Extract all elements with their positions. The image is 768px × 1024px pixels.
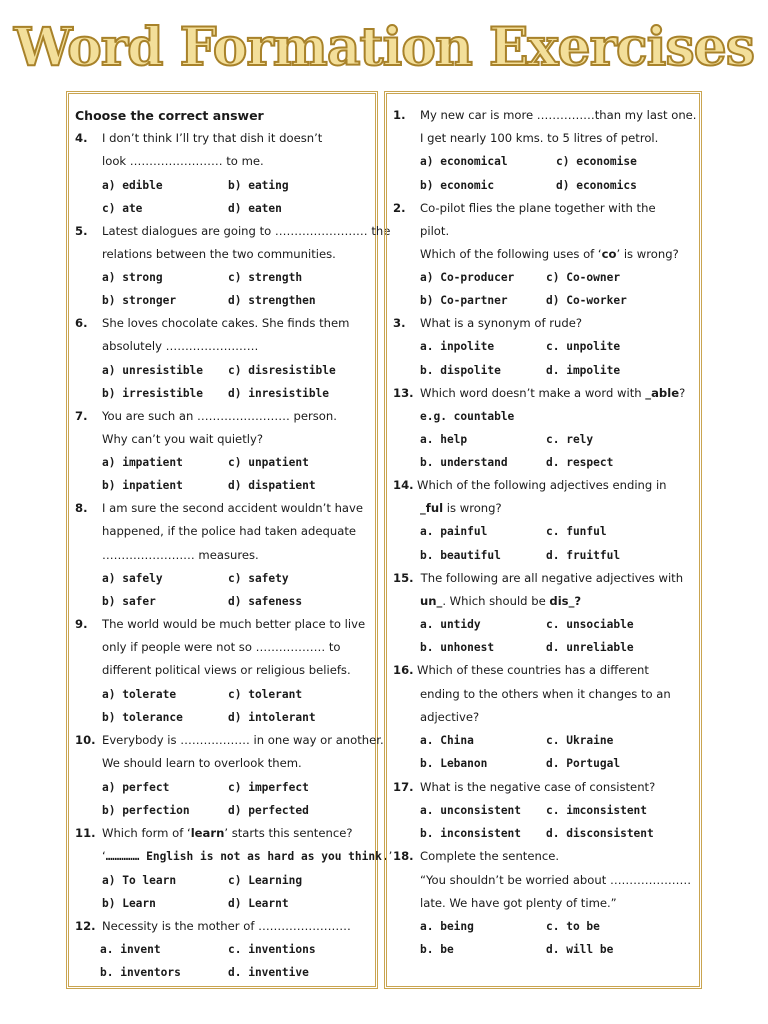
question-text: Latest dialogues are going to …………………… the xyxy=(102,224,391,238)
option-d[interactable]: d) dispatient xyxy=(228,479,316,492)
option-c[interactable]: c) strength xyxy=(228,271,303,284)
option-d[interactable]: d) Co-worker xyxy=(546,294,627,307)
question-text: Which of these countries has a different xyxy=(417,663,649,677)
question-text: “You shouldn’t be worried about ………………… xyxy=(420,873,692,887)
question-3 xyxy=(393,312,695,335)
question-17 xyxy=(393,776,695,799)
question-number: 16. xyxy=(393,663,414,677)
option-c[interactable]: c. unsociable xyxy=(546,618,634,631)
option-c[interactable]: c) ate xyxy=(102,202,143,215)
option-c[interactable]: c) Co-owner xyxy=(546,271,621,284)
option-a[interactable]: a) perfect xyxy=(102,781,170,794)
question-text: I get nearly 100 kms. to 5 litres of petrol. xyxy=(420,131,659,145)
example-text: e.g. countable xyxy=(420,410,515,423)
option-b[interactable]: b. inconsistent xyxy=(420,827,522,840)
question-number: 18. xyxy=(393,849,414,863)
question-text: We should learn to overlook them. xyxy=(102,756,302,770)
option-c[interactable]: c. inventions xyxy=(228,943,316,956)
option-b[interactable]: b) economic xyxy=(420,179,495,192)
question-10 xyxy=(75,729,384,752)
question-number: 2. xyxy=(393,201,406,215)
option-c[interactable]: c) tolerant xyxy=(228,688,303,701)
question-text: _ful is wrong? xyxy=(420,501,502,515)
question-text: ending to the others when it changes to an xyxy=(420,687,671,701)
left-column xyxy=(66,91,393,989)
question-text: My new car is more ……………than my last one. xyxy=(420,108,697,122)
question-12 xyxy=(75,915,371,938)
question-14 xyxy=(393,474,695,497)
option-d[interactable]: d. impolite xyxy=(546,364,621,377)
option-a[interactable]: a) To learn xyxy=(102,874,177,887)
question-text: Necessity is the mother of …………………… xyxy=(102,919,351,933)
question-number: 5. xyxy=(75,224,88,238)
option-b[interactable]: b) perfection xyxy=(102,804,190,817)
option-a[interactable]: a) impatient xyxy=(102,456,183,469)
option-b[interactable]: b. beautiful xyxy=(420,549,501,562)
question-text: Why can’t you wait quietly? xyxy=(102,432,263,446)
question-number: 17. xyxy=(393,780,414,794)
option-a[interactable]: a. painful xyxy=(420,525,488,538)
question-18 xyxy=(393,845,695,868)
option-c[interactable]: c) Learning xyxy=(228,874,303,887)
option-b[interactable]: b) irresistible xyxy=(102,387,204,400)
question-15 xyxy=(393,567,695,590)
option-b[interactable]: b) stronger xyxy=(102,294,177,307)
question-4 xyxy=(75,127,371,150)
question-5 xyxy=(75,220,391,243)
option-d[interactable]: d. will be xyxy=(546,943,614,956)
option-b[interactable]: b) Learn xyxy=(102,897,156,910)
option-d[interactable]: d) inresistible xyxy=(228,387,330,400)
question-text: happened, if the police had taken adequate xyxy=(102,524,357,538)
question-text: The world would be much better place to live xyxy=(102,617,366,631)
question-1 xyxy=(393,104,695,127)
section-heading: Choose the correct answer xyxy=(75,108,264,123)
option-c[interactable]: c. rely xyxy=(546,433,594,446)
option-a[interactable]: a) safely xyxy=(102,572,163,585)
option-d[interactable]: d. respect xyxy=(546,456,614,469)
option-d[interactable]: d) safeness xyxy=(228,595,303,608)
question-6 xyxy=(75,312,371,335)
question-13 xyxy=(393,382,695,405)
question-number: 13. xyxy=(393,386,414,400)
question-text: relations between the two communities. xyxy=(102,247,336,261)
page-title: Word Formation Exercises xyxy=(13,17,755,78)
question-text: What is the negative case of consistent? xyxy=(420,780,656,794)
right-column xyxy=(384,91,702,989)
question-number: 7. xyxy=(75,409,88,423)
option-d[interactable]: d) intolerant xyxy=(228,711,316,724)
question-number: 10. xyxy=(75,733,96,747)
option-c[interactable]: c. imconsistent xyxy=(546,804,648,817)
option-d[interactable]: d) Learnt xyxy=(228,897,289,910)
option-b[interactable]: b. Lebanon xyxy=(420,757,488,770)
option-b[interactable]: b. unhonest xyxy=(420,641,495,654)
option-d[interactable]: d. disconsistent xyxy=(546,827,654,840)
question-text: different political views or religious beliefs. xyxy=(102,663,351,677)
option-d[interactable]: d. fruitful xyxy=(546,549,621,562)
question-11 xyxy=(75,822,371,845)
option-c[interactable]: c. unpolite xyxy=(546,340,621,353)
question-text: pilot. xyxy=(420,224,450,238)
option-c[interactable]: c. funful xyxy=(546,525,607,538)
question-text: Complete the sentence. xyxy=(420,849,560,863)
option-b[interactable]: b. dispolite xyxy=(420,364,501,377)
question-text: look …………………… to me. xyxy=(102,154,264,168)
option-a[interactable]: a) strong xyxy=(102,271,163,284)
question-text: Which form of ‘learn’ starts this sentence? xyxy=(102,826,353,840)
option-c[interactable]: c) safety xyxy=(228,572,289,585)
question-text: Which word doesn’t make a word with _able? xyxy=(420,386,686,400)
option-c[interactable]: c) disresistible xyxy=(228,364,336,377)
question-number: 1. xyxy=(393,108,406,122)
option-d[interactable]: d) economics xyxy=(556,179,637,192)
question-text: I am sure the second accident wouldn’t have xyxy=(102,501,364,515)
option-b[interactable]: b. inventors xyxy=(100,966,181,979)
question-number: 3. xyxy=(393,316,406,330)
option-a[interactable]: a. invent xyxy=(100,943,161,956)
question-8 xyxy=(75,497,371,520)
question-text: Which of the following adjectives ending in xyxy=(417,478,667,492)
option-a[interactable]: a. help xyxy=(420,433,468,446)
question-number: 11. xyxy=(75,826,96,840)
question-number: 14. xyxy=(393,478,414,492)
option-d[interactable]: d) eaten xyxy=(228,202,282,215)
question-number: 9. xyxy=(75,617,88,631)
question-text: The following are all negative adjectives with xyxy=(417,571,684,585)
question-text: She loves chocolate cakes. She finds them xyxy=(102,316,350,330)
question-9 xyxy=(75,613,371,636)
question-text: Everybody is ……………… in one way or another. xyxy=(102,733,384,747)
question-text: What is a synonym of rude? xyxy=(420,316,583,330)
option-a[interactable]: a) edible xyxy=(102,179,163,192)
question-text: ‘…………… English is not as hard as you think.’ xyxy=(102,849,393,863)
option-a[interactable]: a. being xyxy=(420,920,474,933)
option-a[interactable]: a) tolerate xyxy=(102,688,177,701)
option-a[interactable]: a) Co-producer xyxy=(420,271,515,284)
option-a[interactable]: a. untidy xyxy=(420,618,481,631)
option-b[interactable]: b. understand xyxy=(420,456,508,469)
option-d[interactable]: d. inventive xyxy=(228,966,309,979)
question-number: 6. xyxy=(75,316,88,330)
option-c[interactable]: c) economise xyxy=(556,155,637,168)
question-number: 8. xyxy=(75,501,88,515)
option-c[interactable]: c) unpatient xyxy=(228,456,309,469)
option-d[interactable]: d. Portugal xyxy=(546,757,621,770)
question-text: Co-pilot flies the plane together with the xyxy=(420,201,656,215)
option-c[interactable]: c. to be xyxy=(546,920,600,933)
option-a[interactable]: a. China xyxy=(420,734,474,747)
option-a[interactable]: a. unconsistent xyxy=(420,804,522,817)
question-number: 15. xyxy=(393,571,414,585)
option-a[interactable]: a) economical xyxy=(420,155,508,168)
option-b[interactable]: b) inpatient xyxy=(102,479,183,492)
option-b[interactable]: b) eating xyxy=(228,179,289,192)
question-text: late. We have got plenty of time.” xyxy=(420,896,617,910)
question-text: …………………… measures. xyxy=(102,548,259,562)
option-b[interactable]: b. be xyxy=(420,943,454,956)
option-b[interactable]: b) safer xyxy=(102,595,156,608)
option-c[interactable]: c) imperfect xyxy=(228,781,309,794)
option-d[interactable]: d) perfected xyxy=(228,804,309,817)
question-text: You are such an …………………… person. xyxy=(102,409,337,423)
option-d[interactable]: d. unreliable xyxy=(546,641,634,654)
option-c[interactable]: c. Ukraine xyxy=(546,734,614,747)
question-text: I don’t think I’ll try that dish it doesn’t xyxy=(102,131,323,145)
option-b[interactable]: b) tolerance xyxy=(102,711,183,724)
question-text: Which of the following uses of ‘co’ is wrong? xyxy=(420,247,679,261)
question-number: 4. xyxy=(75,131,88,145)
question-text: adjective? xyxy=(420,710,480,724)
question-7 xyxy=(75,405,371,428)
option-d[interactable]: d) strengthen xyxy=(228,294,316,307)
question-2 xyxy=(393,197,695,220)
question-number: 12. xyxy=(75,919,96,933)
question-text: absolutely …………………… xyxy=(102,339,259,353)
option-a[interactable]: a. inpolite xyxy=(420,340,495,353)
question-text: only if people were not so ……………… to xyxy=(102,640,341,654)
option-b[interactable]: b) Co-partner xyxy=(420,294,508,307)
option-a[interactable]: a) unresistible xyxy=(102,364,204,377)
question-16 xyxy=(393,659,695,682)
question-text: un_. Which should be dis_? xyxy=(420,594,582,608)
